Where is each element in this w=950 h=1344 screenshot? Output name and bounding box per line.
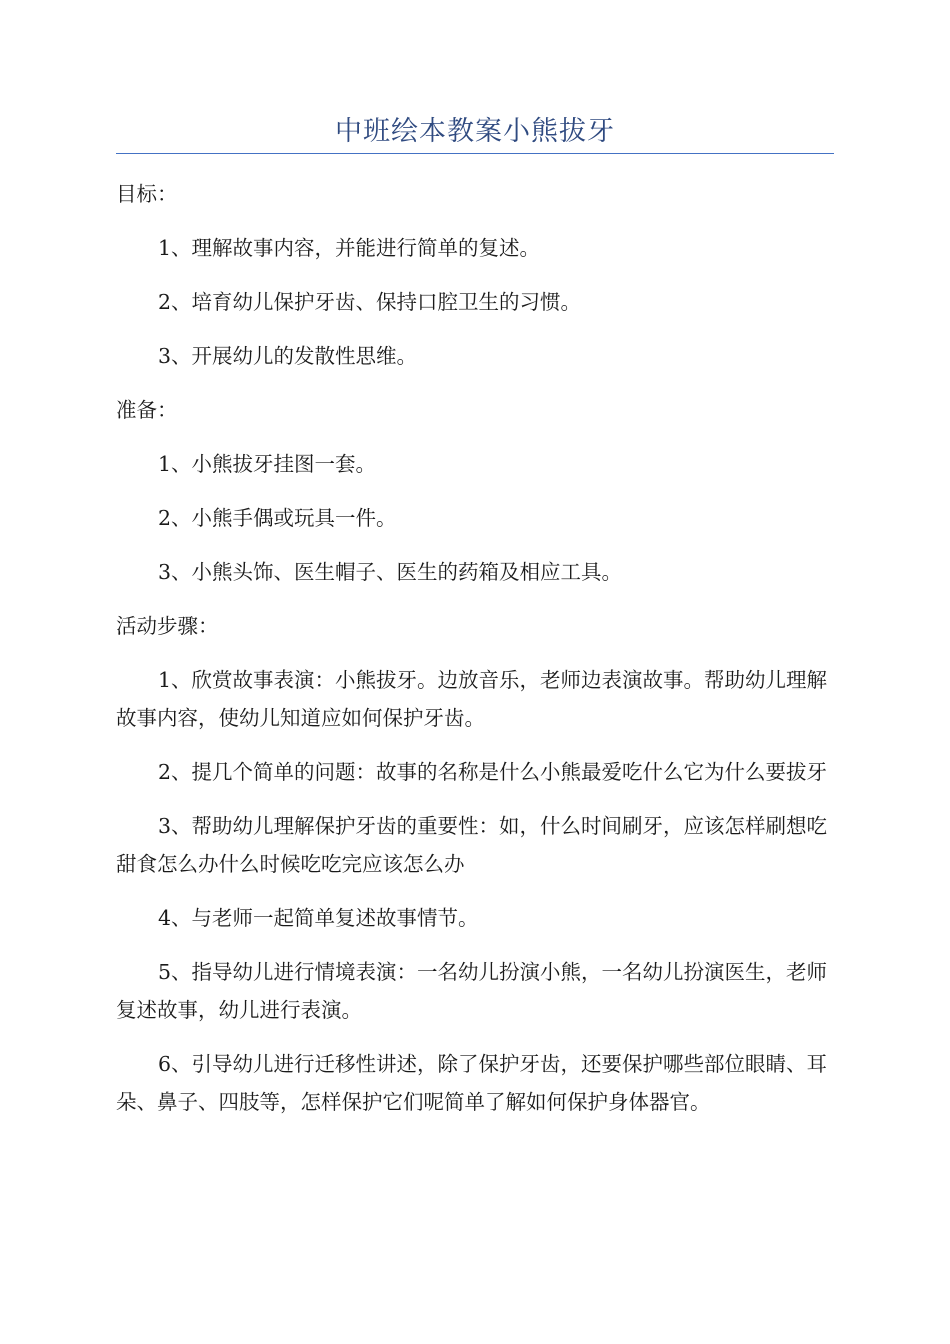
list-item: 5、指导幼儿进行情境表演：一名幼儿扮演小熊，一名幼儿扮演医生，老师复述故事，幼儿进行表演。 bbox=[116, 960, 828, 1022]
list-item: 3、开展幼儿的发散性思维。 bbox=[158, 344, 418, 368]
document-body bbox=[116, 175, 834, 1137]
list-item: 2、提几个简单的问题：故事的名称是什么小熊最爱吃什么它为什么要拔牙 bbox=[158, 760, 828, 784]
section-heading: 目标： bbox=[116, 182, 178, 206]
section-heading: 准备： bbox=[116, 398, 178, 422]
list-item: 3、帮助幼儿理解保护牙齿的重要性：如，什么时间刷牙，应该怎样刷想吃甜食怎么办什么时候吃吃完应该怎么办 bbox=[116, 814, 828, 876]
section-preparation bbox=[116, 391, 834, 591]
section-heading: 活动步骤： bbox=[116, 614, 219, 638]
page-title: 中班绘本教案小熊拔牙 bbox=[335, 116, 615, 147]
list-item: 6、引导幼儿进行迁移性讲述，除了保护牙齿，还要保护哪些部位眼睛、耳朵、鼻子、四肢等，怎样保护它们呢简单了解如何保护身体器官。 bbox=[116, 1052, 828, 1114]
list-item: 1、小熊拔牙挂图一套。 bbox=[158, 452, 377, 476]
list-item: 2、小熊手偶或玩具一件。 bbox=[158, 506, 397, 530]
section-goals bbox=[116, 175, 834, 375]
list-item: 2、培育幼儿保护牙齿、保持口腔卫生的习惯。 bbox=[158, 290, 582, 314]
title-underline bbox=[116, 153, 834, 154]
list-item: 4、与老师一起简单复述故事情节。 bbox=[158, 906, 479, 930]
list-item: 3、小熊头饰、医生帽子、医生的药箱及相应工具。 bbox=[158, 560, 623, 584]
section-activity-steps bbox=[116, 607, 834, 1121]
list-item: 1、欣赏故事表演：小熊拔牙。边放音乐，老师边表演故事。帮助幼儿理解故事内容，使幼儿知道应如何保护牙齿。 bbox=[116, 668, 828, 730]
list-item: 1、理解故事内容，并能进行简单的复述。 bbox=[158, 236, 541, 260]
